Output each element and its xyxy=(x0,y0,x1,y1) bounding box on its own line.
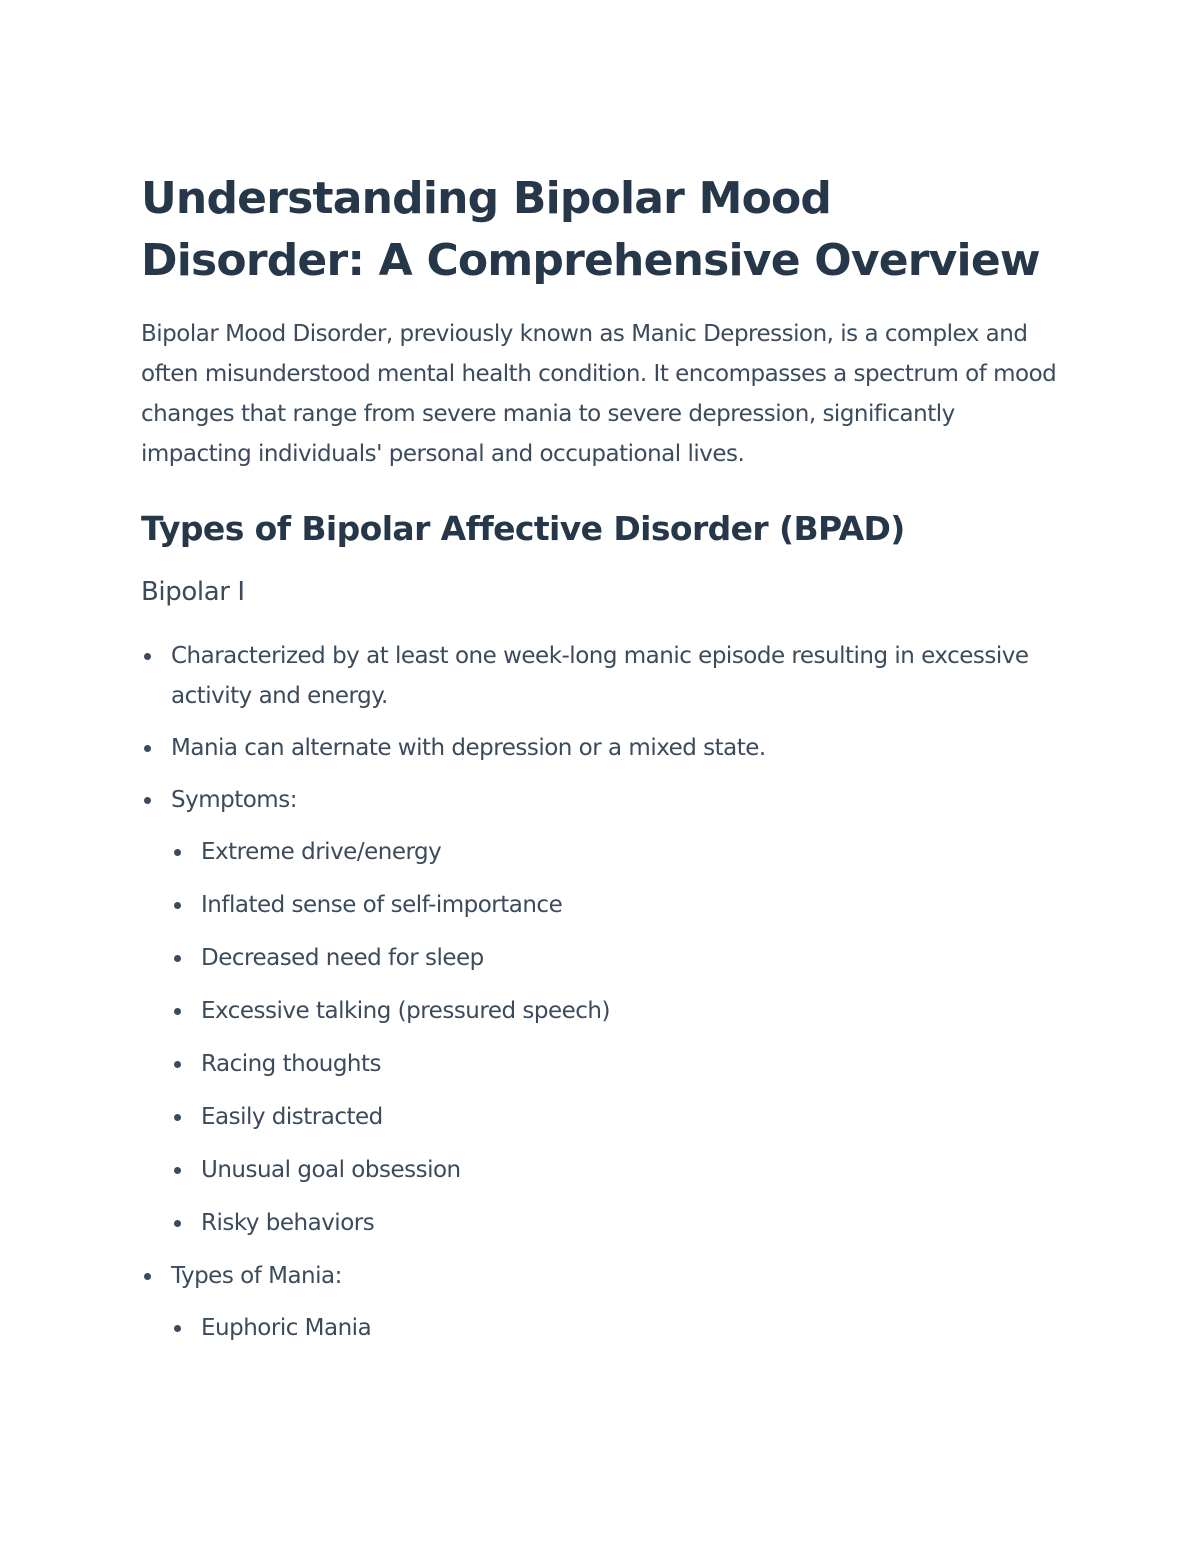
list-item xyxy=(171,832,1061,872)
bullet-icon xyxy=(144,745,151,752)
list-item xyxy=(171,938,1061,978)
symptoms-list xyxy=(171,832,1061,1243)
bullet-icon xyxy=(144,797,151,804)
list-item-text: Types of Mania: xyxy=(171,1263,342,1289)
section-heading: Types of Bipolar Affective Disorder (BPAD) xyxy=(141,509,905,548)
bullet-icon xyxy=(174,849,181,856)
list-item-text: Excessive talking (pressured speech) xyxy=(201,998,610,1024)
list-item xyxy=(171,885,1061,925)
list-item xyxy=(171,1308,1061,1348)
list-item-text: Decreased need for sleep xyxy=(201,945,484,971)
bullet-icon xyxy=(174,1167,181,1174)
subsection-heading: Bipolar I xyxy=(141,577,245,607)
bullet-icon xyxy=(174,1325,181,1332)
list-item-text: Racing thoughts xyxy=(201,1051,382,1077)
list-item-text: Euphoric Mania xyxy=(201,1315,372,1341)
bullet-icon xyxy=(174,1061,181,1068)
list-item xyxy=(171,1203,1061,1243)
bullet-icon xyxy=(174,1114,181,1121)
bullet-icon xyxy=(174,1220,181,1227)
list-item xyxy=(141,1256,1061,1348)
list-item xyxy=(141,636,1061,716)
list-item xyxy=(141,780,1061,1243)
bullet-icon xyxy=(174,955,181,962)
page-title: Understanding Bipolar Mood Disorder: A Comprehensive Overview xyxy=(141,173,1040,286)
list-item xyxy=(171,991,1061,1031)
list-item xyxy=(171,1150,1061,1190)
list-item xyxy=(171,1097,1061,1137)
list-item-text: Extreme drive/energy xyxy=(201,839,442,865)
list-item xyxy=(141,728,1061,768)
list-item-text: Unusual goal obsession xyxy=(201,1157,461,1183)
list-item-text: Symptoms: xyxy=(171,787,297,813)
bullet-icon xyxy=(174,902,181,909)
bipolar-i-list xyxy=(141,636,1061,1348)
bullet-icon xyxy=(144,653,151,660)
list-item-text: Risky behaviors xyxy=(201,1210,375,1236)
list-item xyxy=(171,1044,1061,1084)
list-item-text: Mania can alternate with depression or a mixed state. xyxy=(171,735,766,761)
list-item-text: Characterized by at least one week-long manic episode resulting in excessive activity and energy. xyxy=(171,643,1029,709)
bullet-icon xyxy=(174,1008,181,1015)
bullet-icon xyxy=(144,1273,151,1280)
list-item-text: Easily distracted xyxy=(201,1104,383,1130)
mania-types-list xyxy=(171,1308,1061,1348)
list-item-text: Inflated sense of self-importance xyxy=(201,892,563,918)
intro-paragraph: Bipolar Mood Disorder, previously known as Manic Depression, is a complex and often misunderstood mental health condition. It encompasses a spectrum of mood changes that range from severe mania to severe depression, significantly impacting individuals' personal and occupational lives. xyxy=(141,321,1057,467)
document-page xyxy=(141,168,1061,1361)
